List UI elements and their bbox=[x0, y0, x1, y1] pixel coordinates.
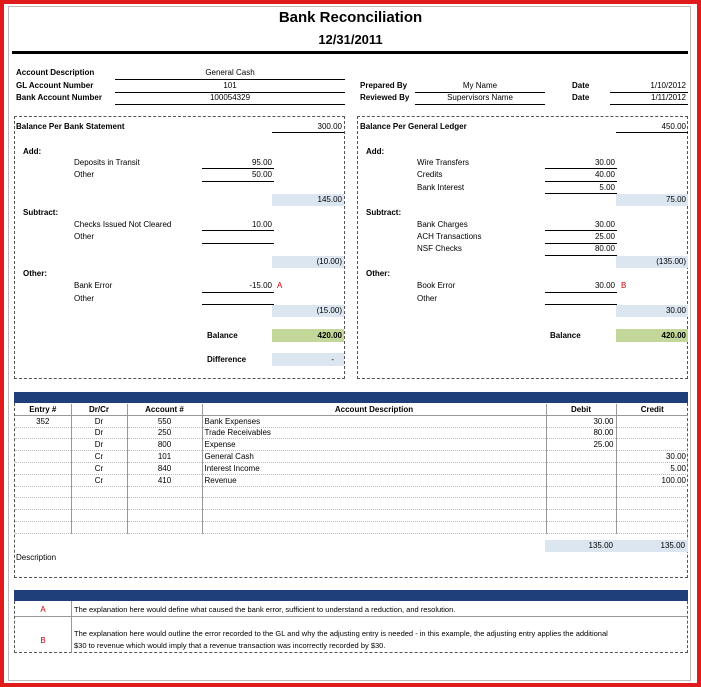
table-row bbox=[15, 474, 688, 486]
table-cell[interactable] bbox=[616, 486, 688, 498]
checks-value[interactable]: 10.00 bbox=[251, 220, 272, 229]
table-cell[interactable] bbox=[71, 498, 127, 510]
table-cell[interactable]: 550 bbox=[127, 415, 202, 427]
note-b-text: The explanation here would outline the error recorded to the GL and why the adjusting entry is needed - in this example, the adjusting entry applies the additional bbox=[74, 629, 608, 638]
table-cell[interactable] bbox=[616, 521, 688, 533]
underline bbox=[545, 292, 617, 293]
table-cell[interactable]: Trade Receivables bbox=[202, 427, 546, 439]
table-cell[interactable]: Cr bbox=[71, 462, 127, 474]
table-cell[interactable] bbox=[202, 521, 546, 533]
underline bbox=[202, 230, 274, 231]
bank-title: Balance Per Bank Statement bbox=[16, 122, 125, 131]
bank-other-total: (15.00) bbox=[316, 306, 342, 315]
table-cell[interactable]: Bank Expenses bbox=[202, 415, 546, 427]
table-cell[interactable]: Dr bbox=[71, 415, 127, 427]
reviewed-by-value[interactable]: Supervisors Name bbox=[447, 93, 513, 102]
underline bbox=[202, 292, 274, 293]
journal-band bbox=[14, 392, 688, 403]
credits-value[interactable]: 40.00 bbox=[594, 170, 615, 179]
table-cell[interactable]: 30.00 bbox=[616, 451, 688, 463]
table-cell[interactable] bbox=[202, 510, 546, 522]
bank-opening[interactable]: 300.00 bbox=[317, 122, 342, 131]
table-cell[interactable]: 30.00 bbox=[546, 415, 616, 427]
table-cell[interactable]: 250 bbox=[127, 427, 202, 439]
table-cell[interactable]: 840 bbox=[127, 462, 202, 474]
table-cell[interactable]: 101 bbox=[127, 451, 202, 463]
table-cell[interactable] bbox=[71, 521, 127, 533]
table-cell[interactable] bbox=[15, 521, 71, 533]
col-header-credit: Credit bbox=[616, 404, 688, 415]
table-cell[interactable] bbox=[546, 486, 616, 498]
table-cell[interactable] bbox=[15, 451, 71, 463]
bank-other-label: Other: bbox=[23, 269, 47, 278]
notes-divider bbox=[71, 601, 72, 653]
credits-label: Credits bbox=[417, 170, 443, 179]
journal-table bbox=[15, 404, 688, 534]
page-title: Bank Reconciliation bbox=[278, 9, 423, 26]
table-cell[interactable] bbox=[71, 510, 127, 522]
underline bbox=[202, 304, 274, 305]
note-b-ref: B bbox=[40, 636, 46, 645]
table-cell[interactable] bbox=[127, 498, 202, 510]
table-cell[interactable] bbox=[15, 474, 71, 486]
underline bbox=[545, 193, 617, 194]
table-row bbox=[15, 510, 688, 522]
table-cell[interactable]: 25.00 bbox=[546, 439, 616, 451]
col-header-account: Account # bbox=[127, 404, 202, 415]
table-cell[interactable]: Dr bbox=[71, 439, 127, 451]
table-cell[interactable]: 5.00 bbox=[616, 462, 688, 474]
gl-title: Balance Per General Ledger bbox=[360, 122, 467, 131]
table-cell[interactable] bbox=[15, 510, 71, 522]
bank-oth-other-label: Other bbox=[74, 294, 95, 303]
bank-sub-other-label: Other bbox=[74, 232, 95, 241]
bank-account-label: Bank Account Number bbox=[16, 93, 102, 102]
bank-account-value[interactable]: 100054329 bbox=[209, 93, 251, 102]
col-header-description: Account Description bbox=[202, 404, 546, 415]
table-cell[interactable] bbox=[15, 486, 71, 498]
underline bbox=[202, 181, 274, 182]
difference-value: - bbox=[331, 355, 334, 364]
charges-label: Bank Charges bbox=[417, 220, 468, 229]
underline bbox=[545, 255, 617, 256]
bank-balance: 420.00 bbox=[317, 331, 342, 340]
underline bbox=[115, 79, 345, 80]
book-error-ref: B bbox=[621, 281, 627, 290]
gl-account-label: GL Account Number bbox=[16, 81, 94, 90]
underline bbox=[545, 304, 617, 305]
bank-subtract-label: Subtract: bbox=[23, 208, 59, 217]
table-cell[interactable] bbox=[616, 427, 688, 439]
table-cell[interactable]: General Cash bbox=[202, 451, 546, 463]
nsf-label: NSF Checks bbox=[417, 244, 462, 253]
interest-value[interactable]: 5.00 bbox=[599, 183, 615, 192]
underline bbox=[616, 132, 688, 133]
prepared-by-value[interactable]: My Name bbox=[462, 81, 498, 90]
prepared-by-label: Prepared By bbox=[360, 81, 408, 90]
underline bbox=[545, 168, 617, 169]
bank-error-value[interactable]: -15.00 bbox=[249, 281, 272, 290]
table-cell[interactable] bbox=[546, 451, 616, 463]
table-cell[interactable]: 352 bbox=[15, 415, 71, 427]
table-row bbox=[15, 462, 688, 474]
bank-error-ref: A bbox=[277, 281, 283, 290]
underline bbox=[202, 168, 274, 169]
note-b-text-line2: $30 to revenue which would imply that a revenue transaction was incorrectly recorded by $30. bbox=[74, 641, 386, 650]
table-cell[interactable]: 100.00 bbox=[616, 474, 688, 486]
table-row bbox=[15, 498, 688, 510]
difference-label: Difference bbox=[207, 355, 247, 364]
table-cell[interactable] bbox=[202, 498, 546, 510]
table-cell[interactable] bbox=[616, 510, 688, 522]
ach-label: ACH Transactions bbox=[417, 232, 482, 241]
table-cell[interactable] bbox=[616, 498, 688, 510]
bank-add-label: Add: bbox=[23, 147, 42, 156]
underline bbox=[545, 181, 617, 182]
description-label: Description bbox=[16, 553, 57, 562]
table-cell[interactable] bbox=[546, 521, 616, 533]
table-cell[interactable]: Interest Income bbox=[202, 462, 546, 474]
table-cell[interactable] bbox=[546, 474, 616, 486]
table-cell[interactable] bbox=[71, 486, 127, 498]
col-header-drcr: Dr/Cr bbox=[71, 404, 127, 415]
underline bbox=[115, 104, 345, 105]
col-header-entry: Entry # bbox=[15, 404, 71, 415]
nsf-value[interactable]: 80.00 bbox=[594, 244, 615, 253]
table-row bbox=[15, 415, 688, 427]
note-a-ref: A bbox=[40, 605, 46, 614]
table-cell[interactable] bbox=[127, 510, 202, 522]
bank-balance-label: Balance bbox=[207, 331, 238, 340]
gl-subtract-label: Subtract: bbox=[366, 208, 402, 217]
prepared-date-label: Date bbox=[572, 81, 590, 90]
prepared-date-value[interactable]: 1/10/2012 bbox=[650, 81, 686, 90]
book-error-label: Book Error bbox=[417, 281, 456, 290]
table-cell[interactable] bbox=[202, 486, 546, 498]
reviewed-date-label: Date bbox=[572, 93, 590, 102]
deposits-value[interactable]: 95.00 bbox=[251, 158, 272, 167]
wire-value[interactable]: 30.00 bbox=[594, 158, 615, 167]
bank-sub-total: (10.00) bbox=[316, 257, 342, 266]
wire-label: Wire Transfers bbox=[417, 158, 470, 167]
gl-opening[interactable]: 450.00 bbox=[661, 122, 686, 131]
table-cell[interactable]: Cr bbox=[71, 474, 127, 486]
table-cell[interactable]: Cr bbox=[71, 451, 127, 463]
table-cell[interactable] bbox=[546, 462, 616, 474]
account-description-value[interactable]: General Cash bbox=[205, 68, 255, 77]
gl-other-label: Other: bbox=[366, 269, 390, 278]
table-cell[interactable] bbox=[15, 439, 71, 451]
table-cell[interactable]: 80.00 bbox=[546, 427, 616, 439]
debit-total: 135.00 bbox=[588, 541, 613, 550]
table-cell[interactable] bbox=[616, 415, 688, 427]
title-rule bbox=[12, 51, 688, 54]
underline bbox=[545, 230, 617, 231]
gl-add-label: Add: bbox=[366, 147, 385, 156]
table-cell[interactable] bbox=[127, 486, 202, 498]
bank-add-total: 145.00 bbox=[317, 195, 342, 204]
journal-header-row bbox=[15, 404, 688, 415]
bank-error-label: Bank Error bbox=[74, 281, 113, 290]
table-cell[interactable]: 410 bbox=[127, 474, 202, 486]
table-row bbox=[15, 486, 688, 498]
table-cell[interactable]: Revenue bbox=[202, 474, 546, 486]
underline bbox=[610, 104, 688, 105]
table-row bbox=[15, 427, 688, 439]
table-cell[interactable] bbox=[15, 427, 71, 439]
interest-label: Bank Interest bbox=[417, 183, 465, 192]
gl-other-total: 30.00 bbox=[665, 306, 686, 315]
ach-value[interactable]: 25.00 bbox=[594, 232, 615, 241]
deposits-label: Deposits in Transit bbox=[74, 158, 140, 167]
gl-balance: 420.00 bbox=[661, 331, 686, 340]
table-cell[interactable]: Expense bbox=[202, 439, 546, 451]
table-cell[interactable] bbox=[546, 498, 616, 510]
notes-band bbox=[14, 590, 688, 601]
note-a-text: The explanation here would define what caused the bank error, sufficient to understand a reduction, and resolution. bbox=[74, 605, 456, 614]
reviewed-date-value[interactable]: 1/11/2012 bbox=[651, 93, 686, 102]
gl-account-value[interactable]: 101 bbox=[223, 81, 237, 90]
table-cell[interactable] bbox=[546, 510, 616, 522]
table-row bbox=[15, 439, 688, 451]
credit-total: 135.00 bbox=[660, 541, 685, 550]
table-cell[interactable]: Dr bbox=[71, 427, 127, 439]
notes-row-divider bbox=[15, 616, 687, 617]
table-row bbox=[15, 521, 688, 533]
underline bbox=[415, 104, 545, 105]
table-cell[interactable] bbox=[127, 521, 202, 533]
col-header-debit: Debit bbox=[546, 404, 616, 415]
table-cell[interactable]: 800 bbox=[127, 439, 202, 451]
gl-balance-label: Balance bbox=[550, 331, 581, 340]
charges-value[interactable]: 30.00 bbox=[594, 220, 615, 229]
gl-sub-total: (135.00) bbox=[656, 257, 686, 266]
table-cell[interactable] bbox=[15, 462, 71, 474]
underline bbox=[202, 243, 274, 244]
checks-label: Checks Issued Not Cleared bbox=[74, 220, 172, 229]
reviewed-by-label: Reviewed By bbox=[360, 93, 410, 102]
table-cell[interactable] bbox=[15, 498, 71, 510]
account-description-label: Account Description bbox=[16, 68, 95, 77]
table-row bbox=[15, 451, 688, 463]
report-date: 12/31/2011 bbox=[318, 32, 383, 47]
gl-oth-other-label: Other bbox=[417, 294, 438, 303]
gl-add-total: 75.00 bbox=[665, 195, 686, 204]
underline bbox=[272, 132, 344, 133]
table-cell[interactable] bbox=[616, 439, 688, 451]
book-error-value[interactable]: 30.00 bbox=[594, 281, 615, 290]
bank-add-other-value[interactable]: 50.00 bbox=[251, 170, 272, 179]
bank-add-other-label: Other bbox=[74, 170, 95, 179]
